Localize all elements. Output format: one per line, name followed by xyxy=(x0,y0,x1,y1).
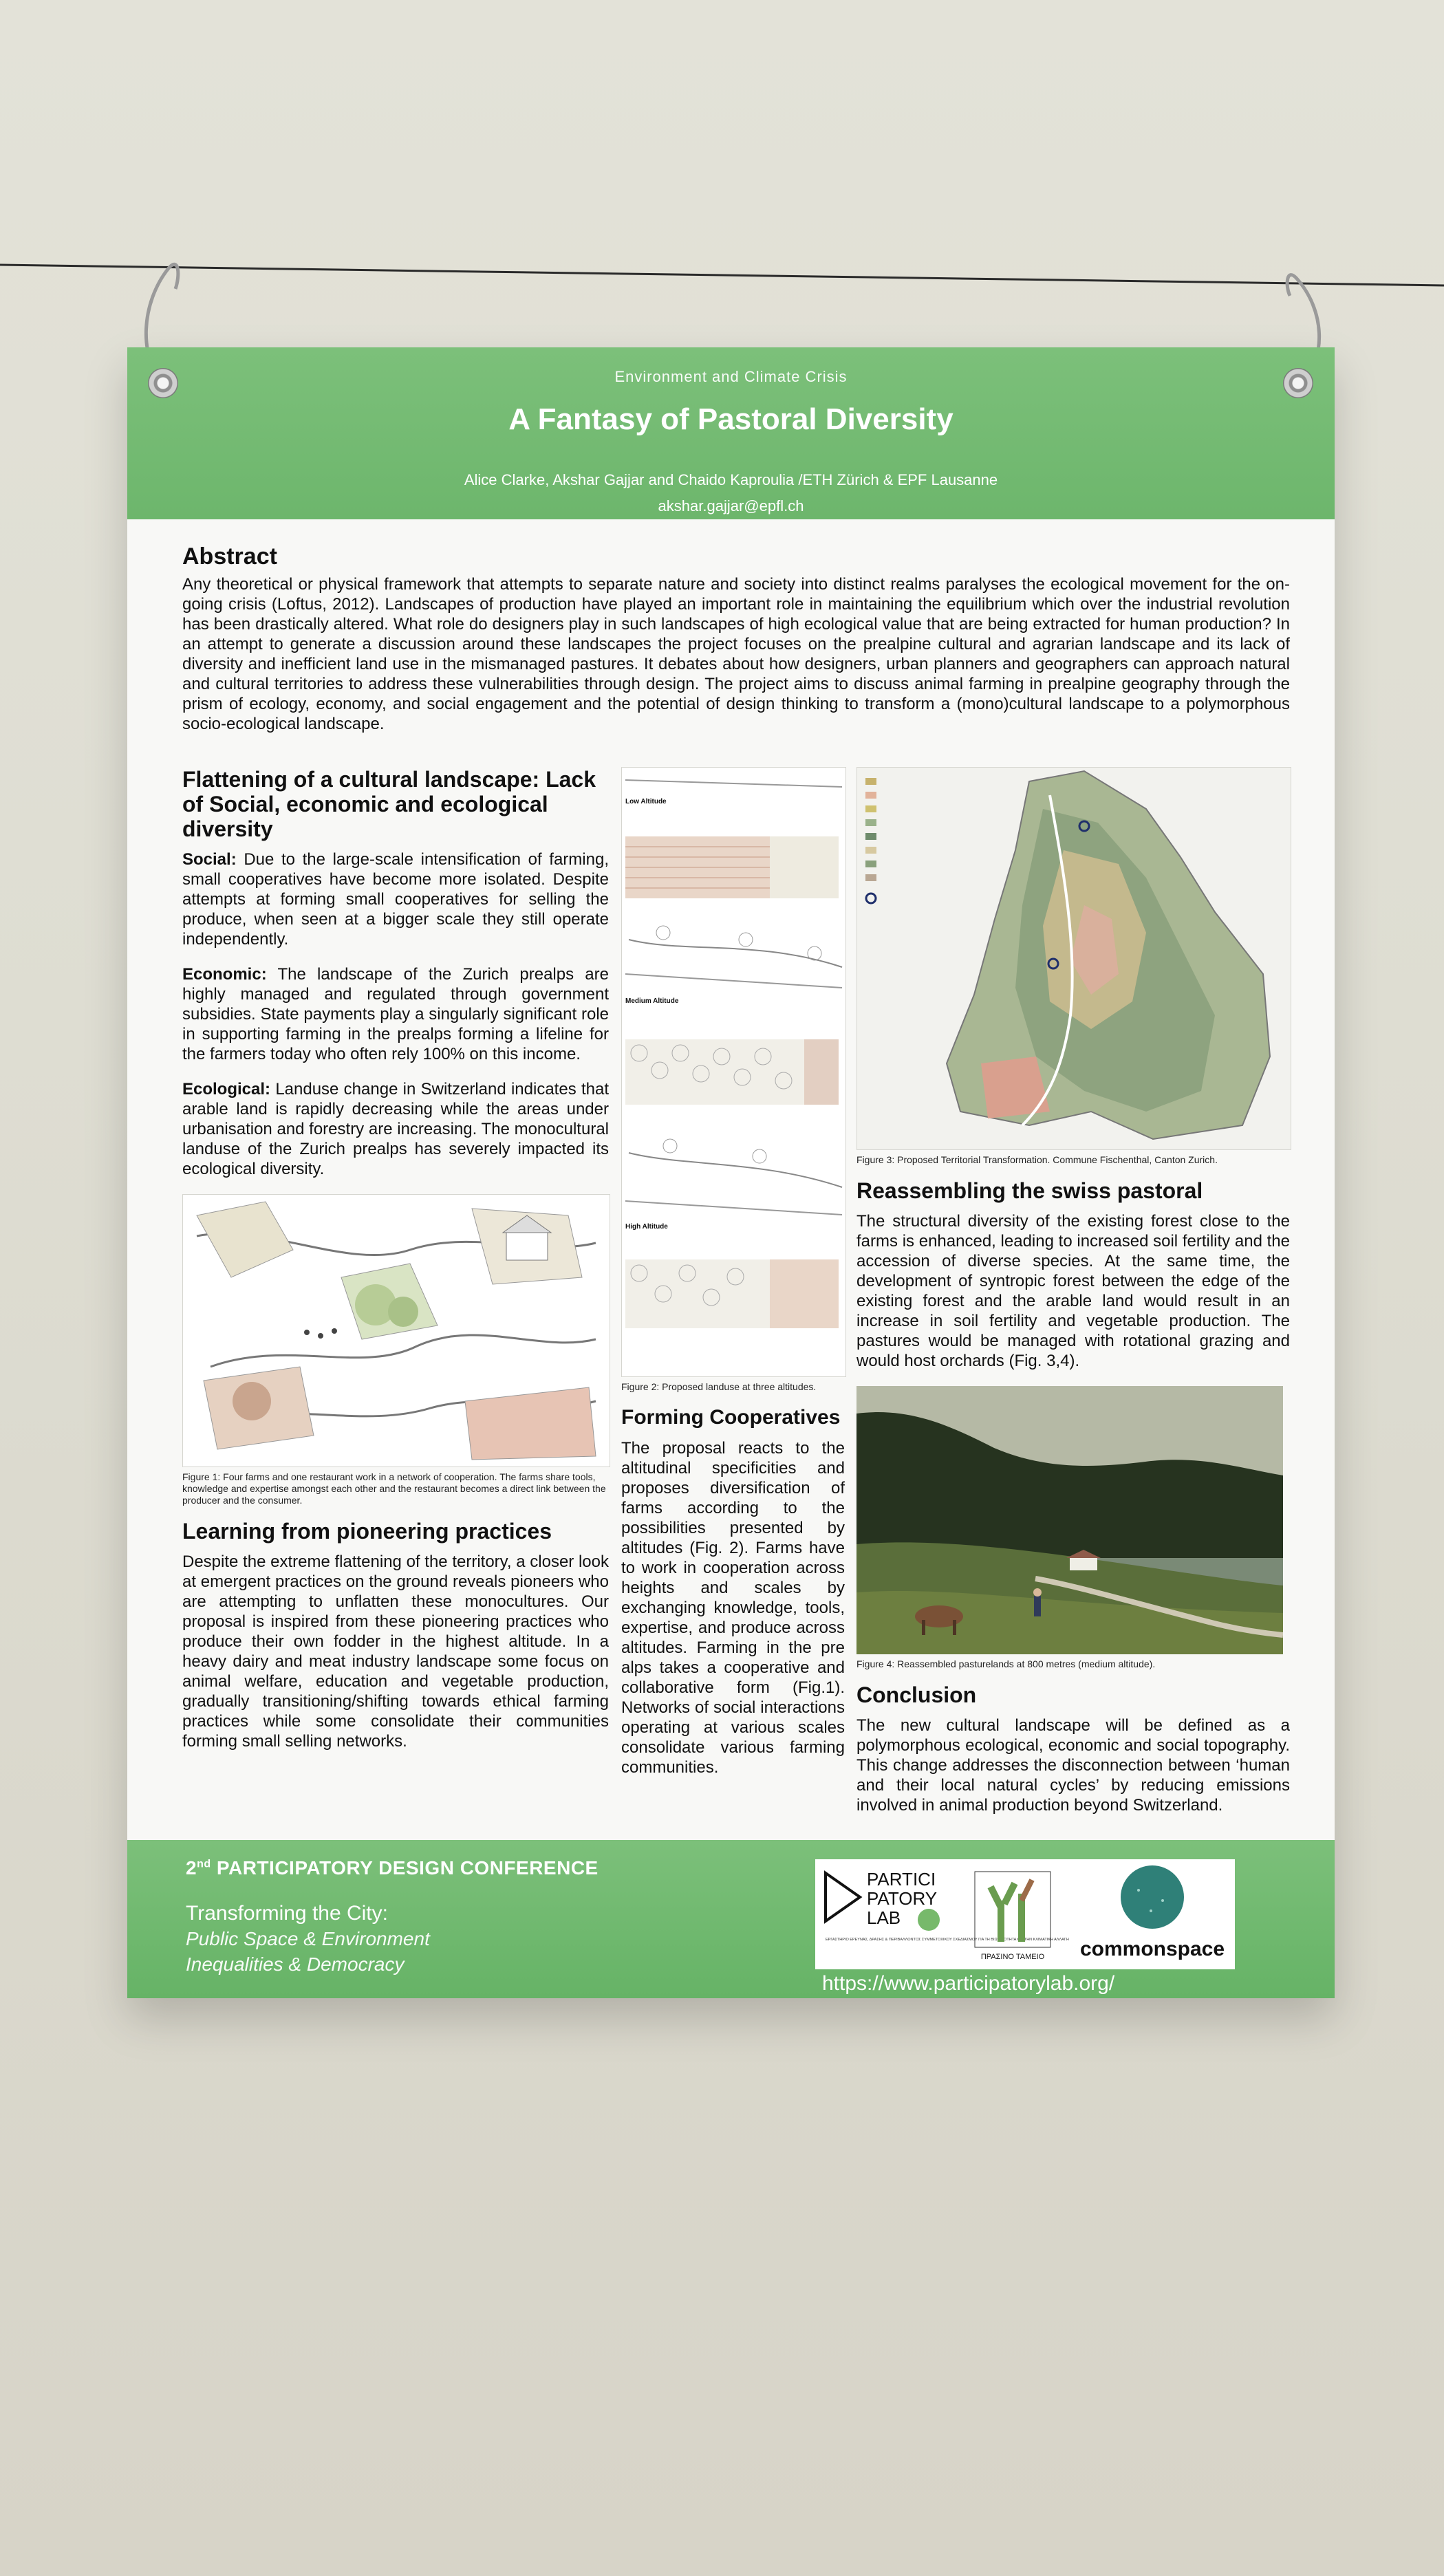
low-altitude-label: Low Altitude xyxy=(625,798,667,805)
conference-tagline-2: Public Space & Environment xyxy=(186,1928,430,1949)
economic-lead: Economic: xyxy=(182,965,267,984)
conference-title: 2nd PARTICIPATORY DESIGN CONFERENCE xyxy=(186,1857,599,1879)
forming-heading: Forming Cooperatives xyxy=(621,1406,841,1429)
abstract-text: Any theoretical or physical framework that attempts to separate nature and society into distinct realms paralyses the ecological movement for the on-going crisis (Loftus, 2012). Landscapes of production have played an important role in maintaining the equilibrium which over the industrial revolution has been drastically altered. What role do designers play in such landscapes of high ecological value that are being extracted for human production? In an attempt to generate a discussion around these landscapes the project focuses on the prealpine cultural and agrarian landscape and its lack of diversity and inefficient land use in the mismanaged pastures. It debates about how designers, urban planners and geographers can approach natural and cultural territories to address these vulnerabilities through design. The project aims to discuss animal farming in prealpine geography through the prism of ecology, economy, and social engagement and the potential of design thinking to transform a (mono)cultural landscape to a polymorphous socio-ecological landscape. xyxy=(182,575,1290,733)
ecological-text: Landuse change in Switzerland indicates that arable land is rapidly decreasing while the areas under urbanisation and forestry are increasing. The monocultural landuse of the Zurich prealps has severely impacted its ecological diversity. xyxy=(182,1080,609,1178)
conference-tagline-1: Transforming the City: xyxy=(186,1902,388,1925)
pioneer-heading: Learning from pioneering practices xyxy=(182,1519,552,1544)
poster-kicker: Environment and Climate Crisis xyxy=(614,368,848,385)
ecological-paragraph xyxy=(182,1079,609,1179)
poster-authors: Alice Clarke, Akshar Gajjar and Chaido Kaproulia /ETH Zürich & EPF Lausanne xyxy=(464,471,998,488)
figure-4-caption: Figure 4: Reassembled pasturelands at 800 metres (medium altitude). xyxy=(856,1658,1156,1669)
figure-4-painting xyxy=(856,1386,1283,1654)
logos-drawing xyxy=(815,1859,1235,1969)
altitude-landuse-drawing xyxy=(622,768,845,1376)
reassembling-heading: Reassembling the swiss pastoral xyxy=(856,1178,1203,1203)
poster-footer-band xyxy=(127,1840,1335,1998)
pioneer-text: Despite the extreme flattening of the territory, a closer look at emergent practices on the ground reveals pioneers who are attempting to unflatten these monocultures. Our proposal is inspired from these pioneering practices who produce their own fodder in the highest altitude. In a heavy dairy and meat industry landscape some focus on animal welfare, education and vegetable production, gradually transitioning/shifting towards ethical farming practices while some consolidate their communities forming small selling networks. xyxy=(182,1552,609,1751)
territorial-map-drawing xyxy=(857,768,1291,1149)
abstract-heading: Abstract xyxy=(182,543,277,570)
figure-3-caption: Figure 3: Proposed Territorial Transformation. Commune Fischenthal, Canton Zurich. xyxy=(856,1154,1218,1165)
high-altitude-label: High Altitude xyxy=(625,1223,668,1231)
poster xyxy=(127,347,1335,1998)
economic-paragraph xyxy=(182,964,609,1064)
conclusion-text: The new cultural landscape will be defined as a polymorphous ecological, economic and social topography. This change addresses the disconnection between ‘human and their local natural cycles’ by reducing emissions involved in animal production beyond Switzerland. xyxy=(856,1716,1290,1815)
ecological-lead: Ecological: xyxy=(182,1080,271,1098)
map-legend xyxy=(865,778,876,903)
poster-title: A Fantasy of Pastoral Diversity xyxy=(508,402,953,436)
social-text: Due to the large-scale intensification of farming, small cooperatives have become more isolated. Despite attempts at forming small cooperatives for selling the produce, when seen at a bigger scale they still operate independently. xyxy=(182,850,609,949)
poster-header-band xyxy=(127,347,1335,519)
lab-logo-line-2: PATORY xyxy=(867,1888,938,1909)
social-paragraph xyxy=(182,849,609,949)
poster-email: akshar.gajjar@epfl.ch xyxy=(658,497,804,515)
figure-1-caption: Figure 1: Four farms and one restaurant work in a network of cooperation. The farms share tools, knowledge and expertise amongst each other and the restaurant becomes a direct link between the producer and the consumer. xyxy=(182,1471,606,1506)
right-grommet xyxy=(1283,368,1313,398)
economic-text: The landscape of the Zurich prealps are highly managed and regulated through government subsidies. State payments play a singularly significant role in supporting farming in the prealps forming a lifeline for the farmers today who often rely 100% on this income. xyxy=(182,965,609,1063)
figure-1-illustration xyxy=(182,1194,610,1467)
conclusion-heading: Conclusion xyxy=(856,1682,977,1707)
column-1 xyxy=(182,767,609,1751)
lab-logo-subtitle: ΕΡΓΑΣΤΗΡΙΟ ΕΡΕΥΝΑΣ, ΔΡΑΣΗΣ & ΠΕΡΙΒΑΛΛΟΝΤΟΣ ΣΥΜΜΕΤΟΧΙΚΟΥ ΣΧΕΔΙΑΣΜΟΥ ΓΙΑ ΤΗ ΒΙΩΣΙΜΟΤΗΤΑ ΚΑΙ ΤΗΝ ΚΛΙΜΑΤΙΚΗ ΑΛΛΑΓΗ xyxy=(826,1938,1069,1942)
lab-logo-line-1: PARTICI xyxy=(867,1869,936,1890)
green-fund-logo-text: ΠΡΑΣΙΝΟ ΤΑΜΕΙΟ xyxy=(980,1953,1045,1961)
conference-tagline-3: Inequalities & Democracy xyxy=(186,1953,405,1975)
sponsor-logos xyxy=(815,1859,1235,1969)
farm-network-drawing xyxy=(183,1195,610,1466)
medium-altitude-label: Medium Altitude xyxy=(625,997,679,1005)
commonspace-logo-text: commonspace xyxy=(1079,1938,1225,1960)
figure-2-caption: Figure 2: Proposed landuse at three altitudes. xyxy=(621,1381,817,1392)
social-lead: Social: xyxy=(182,850,237,869)
figure-3-map xyxy=(856,767,1291,1150)
pastureland-painting xyxy=(856,1386,1283,1654)
lab-logo-line-3: LAB xyxy=(867,1907,901,1928)
flattening-heading: Flattening of a cultural landscape: Lack of Social, economic and ecological diversity xyxy=(182,767,596,841)
column-2 xyxy=(621,767,845,1777)
participatory-lab-url[interactable]: https://www.participatorylab.org/ xyxy=(822,1972,1115,1995)
forming-text: The proposal reacts to the altitudinal specificities and proposes diversification of farms according to the possibilities presented by altitudes (Fig. 2). Farms have to work in cooperation across heights and scales by exchanging knowledge, tools, expertise, and produce across altitudes. Farming in the pre alps takes a cooperative and collaborative form (Fig.1). Networks of social interactions operating at various scales consolidate various farming communities. xyxy=(621,1439,845,1777)
left-grommet xyxy=(148,368,178,398)
figure-2-altitude-diagram xyxy=(621,767,846,1377)
column-3 xyxy=(856,767,1290,1815)
reassembling-text: The structural diversity of the existing forest close to the farms is enhanced, leading to increased soil fertility and the accession of diverse species. At the same time, the development of syntropic forest between the edge of the existing forest and the arable land would result in an increase in soil fertility and vegetable production. The pastures would be managed with rotational grazing and would host orchards (Fig. 3,4). xyxy=(856,1212,1290,1370)
